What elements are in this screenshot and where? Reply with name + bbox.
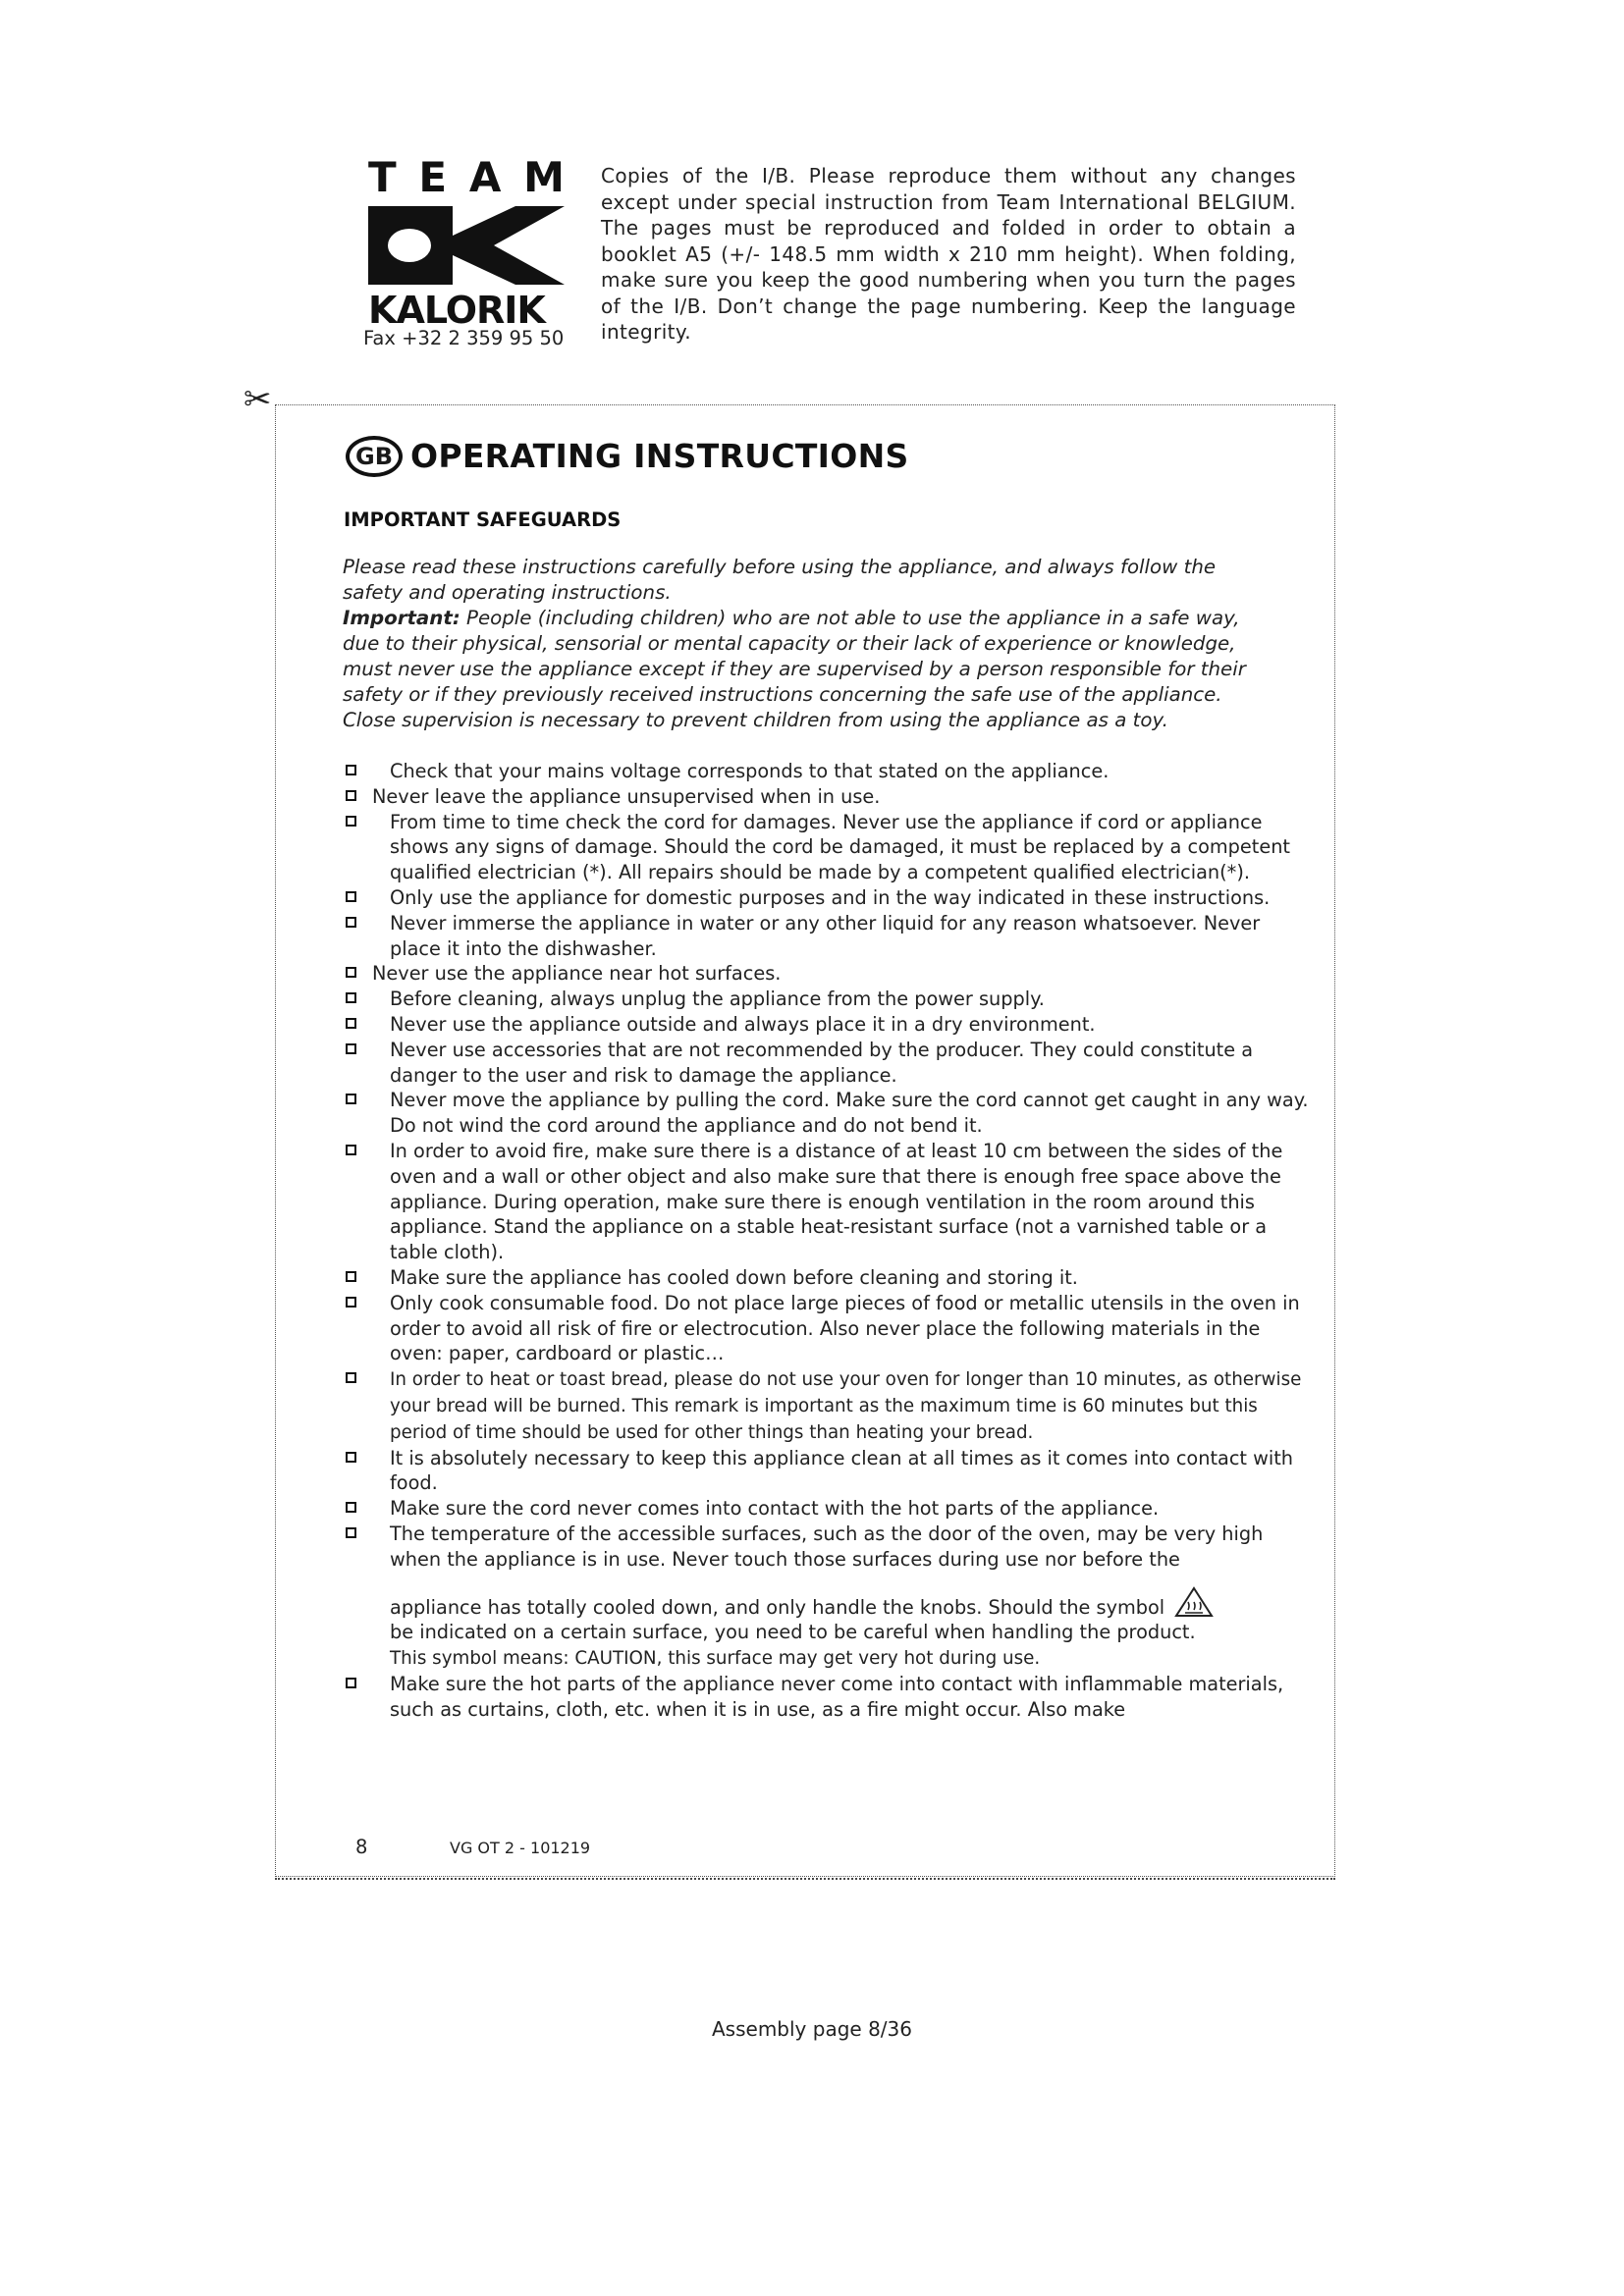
hot-surface-paragraph bbox=[390, 1573, 1315, 1672]
checkbox-icon bbox=[346, 1452, 356, 1463]
list-item bbox=[343, 1038, 1315, 1089]
list-item-text: Never immerse the appliance in water or any other liquid for any reason whatsoever. Never place it into the dishwasher. bbox=[390, 911, 1261, 960]
language-badge: GB bbox=[346, 436, 403, 477]
list-item-text: Make sure the hot parts of the appliance never come into contact with inflammable materials, such as curtains, cloth, etc. when it is in use, as a fire might occur. Also make bbox=[390, 1672, 1284, 1721]
supervision-paragraph: Close supervision is necessary to prevent children from using the appliance as a toy. bbox=[343, 709, 1168, 731]
fax-number: Fax +32 2 359 95 50 bbox=[363, 327, 565, 349]
list-item bbox=[343, 987, 1315, 1012]
checkbox-icon bbox=[346, 917, 356, 928]
team-kalorik-logo bbox=[368, 153, 565, 332]
list-item bbox=[343, 759, 1315, 784]
list-item-text: Only cook consumable food. Do not place large pieces of food or metallic utensils in the oven in order to avoid all risk of fire or electrocution. Also never place the following materials in the oven: paper, cardboard or plastic… bbox=[390, 1291, 1300, 1365]
scissors-icon: ✂ bbox=[244, 380, 272, 419]
list-item bbox=[343, 784, 1315, 810]
list-item bbox=[343, 1446, 1315, 1497]
list-item-text: appliance has totally cooled down, and only handle the knobs. Should the symbol bbox=[390, 1595, 1165, 1619]
list-item bbox=[343, 1012, 1315, 1038]
list-item-text: Only use the appliance for domestic purposes and in the way indicated in these instructions. bbox=[390, 885, 1271, 909]
checkbox-icon bbox=[346, 1297, 356, 1308]
list-item bbox=[343, 1496, 1315, 1522]
list-item-text: Never use accessories that are not recommended by the producer. They could constitute a danger to the user and risk to damage the appliance. bbox=[390, 1038, 1254, 1087]
checkbox-icon bbox=[346, 1678, 356, 1688]
checkbox-icon bbox=[346, 1018, 356, 1029]
important-paragraph bbox=[343, 606, 1266, 708]
list-item bbox=[343, 1088, 1315, 1139]
list-item-text: Never use the appliance near hot surfaces. bbox=[372, 962, 782, 986]
intro-text bbox=[343, 555, 1266, 733]
list-item bbox=[343, 885, 1315, 911]
kalorik-k-mark-icon bbox=[368, 206, 565, 285]
document-code: VG OT 2 - 101219 bbox=[450, 1839, 591, 1857]
list-item bbox=[343, 961, 1315, 987]
list-item-text: In order to avoid fire, make sure there is a distance of at least 10 cm between the sides of the oven and a wall or other object and also make sure that there is enough free space above the appliance. During operation, make sure there is enough ventilation in the room around this appliance. Stand the appliance on a stable heat-resistant surface (not a varnished table or a table cloth). bbox=[390, 1139, 1283, 1264]
checkbox-icon bbox=[346, 967, 356, 978]
safeguards-list bbox=[343, 759, 1315, 1722]
list-item bbox=[343, 1522, 1315, 1672]
logo-kalorik-text: KALORIK bbox=[368, 289, 545, 332]
checkbox-icon bbox=[346, 1527, 356, 1538]
checkbox-icon bbox=[346, 1145, 356, 1155]
list-item-text: be indicated on a certain surface, you need to be careful when handling the product. bbox=[390, 1621, 1196, 1644]
list-item-text: Never leave the appliance unsupervised when in use. bbox=[372, 784, 881, 808]
list-item-text: Before cleaning, always unplug the appliance from the power supply. bbox=[390, 988, 1045, 1011]
page-title: OPERATING INSTRUCTIONS bbox=[410, 437, 909, 475]
checkbox-icon bbox=[346, 816, 356, 827]
logo-team-text: T E A M bbox=[368, 153, 565, 201]
list-item bbox=[343, 1265, 1315, 1291]
list-item-text: Never use the appliance outside and always place it in a dry environment. bbox=[390, 1012, 1096, 1036]
list-item-text: Make sure the cord never comes into contact with the hot parts of the appliance. bbox=[390, 1497, 1160, 1521]
list-item-text: This symbol means: CAUTION, this surface may get very hot during use. bbox=[390, 1648, 1041, 1670]
checkbox-icon bbox=[346, 891, 356, 902]
intro-paragraph: Please read these instructions carefully before using the appliance, and always follow the safety and operating instructions. bbox=[343, 556, 1217, 604]
list-item bbox=[343, 1139, 1315, 1265]
list-item-text: Never move the appliance by pulling the cord. Make sure the cord cannot get caught in any way. Do not wind the cord around the appliance and do not bend it. bbox=[390, 1089, 1309, 1138]
list-item bbox=[343, 1672, 1315, 1723]
assembly-page-label: Assembly page 8/36 bbox=[712, 2017, 912, 2041]
reproduction-note: Copies of the I/B. Please reproduce them without any changes except under special instruction from Team International BELGIUM. The pages must be reproduced and folded in order to obtain a booklet A5 (+/- 148.5 mm width x 210 mm height). When folding, make sure you keep the good numbering when you turn the pages of the I/B. Don’t change the page numbering. Keep the language integrity. bbox=[601, 164, 1296, 344]
list-item bbox=[343, 911, 1315, 962]
list-item-text: The temperature of the accessible surfaces, such as the door of the oven, may be very high when the appliance is in use. Never touch those surfaces during use nor before the bbox=[390, 1522, 1264, 1571]
checkbox-icon bbox=[346, 790, 356, 801]
list-item bbox=[343, 810, 1315, 885]
important-label: Important: bbox=[343, 607, 460, 629]
section-heading: IMPORTANT SAFEGUARDS bbox=[344, 508, 622, 531]
list-item-text: From time to time check the cord for damages. Never use the appliance if cord or appliance shows any signs of damage. Should the cord be damaged, it must be replaced by a competent qualified electrician (*). All repairs should be made by a competent qualified electrician(*). bbox=[390, 810, 1290, 884]
list-item bbox=[343, 1366, 1315, 1445]
list-item-text: It is absolutely necessary to keep this appliance clean at all times as it comes into contact with food. bbox=[390, 1446, 1294, 1495]
checkbox-icon bbox=[346, 992, 356, 1003]
page-number: 8 bbox=[355, 1836, 368, 1858]
checkbox-icon bbox=[346, 1372, 356, 1383]
important-text: People (including children) who are not able to use the appliance in a safe way, due to their physical, sensorial or mental capacity or their lack of experience or knowledge, must never use the appliance except if they are supervised by a person responsible for their safety or if they previously received instructions concerning the safe use of the appliance. bbox=[343, 607, 1246, 706]
checkbox-icon bbox=[346, 1043, 356, 1054]
checkbox-icon bbox=[346, 765, 356, 775]
list-item-text: Make sure the appliance has cooled down before cleaning and storing it. bbox=[390, 1265, 1078, 1289]
list-item bbox=[343, 1291, 1315, 1366]
cut-line-bottom bbox=[275, 1878, 1335, 1880]
checkbox-icon bbox=[346, 1094, 356, 1104]
hot-surface-warning-icon bbox=[1174, 1586, 1214, 1618]
checkbox-icon bbox=[346, 1271, 356, 1282]
checkbox-icon bbox=[346, 1502, 356, 1513]
list-item-text: In order to heat or toast bread, please do not use your oven for longer than 10 minutes, as otherwise your bread will be burned. This remark is important as the maximum time is 60 minutes but this period of time should be used for other things than heating your bread. bbox=[390, 1369, 1302, 1443]
list-item-text: Check that your mains voltage corresponds to that stated on the appliance. bbox=[390, 760, 1110, 782]
